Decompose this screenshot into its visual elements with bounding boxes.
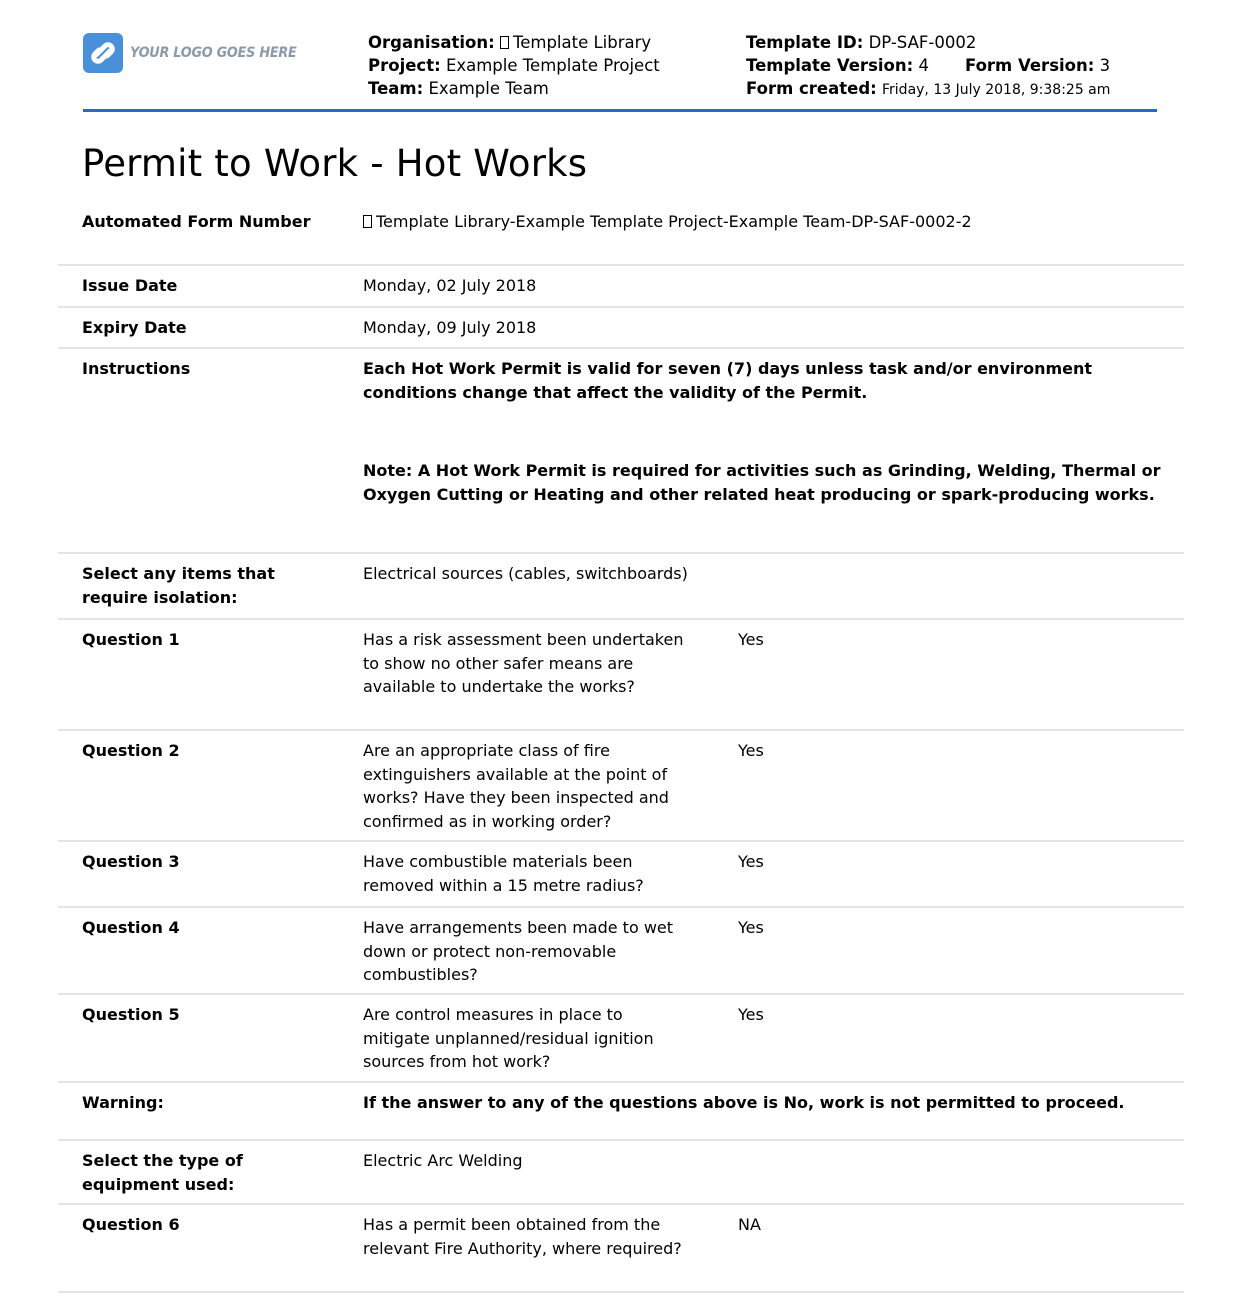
- row-expiry-date: [58, 308, 1184, 349]
- row-question-4: [58, 908, 1184, 995]
- automated-form-number-text: Template Library-Example Template Project-Example Team-DP-SAF-0002-2: [376, 212, 972, 231]
- question-answer: Yes: [738, 1005, 764, 1024]
- expiry-date-value: Monday, 09 July 2018: [363, 318, 537, 337]
- row-issue-date: [58, 266, 1184, 308]
- template-version-label: Template Version:: [746, 56, 914, 75]
- template-id-line: [746, 31, 1110, 54]
- organisation-value: Template Library: [512, 33, 652, 52]
- project-value: Example Template Project: [445, 56, 660, 75]
- question-answer: Yes: [738, 630, 764, 649]
- row-automated-form-number: [58, 204, 1184, 266]
- equipment-value: Electric Arc Welding: [363, 1151, 523, 1170]
- team-value: Example Team: [428, 79, 549, 98]
- isolation-value: Electrical sources (cables, switchboards): [363, 564, 688, 583]
- page-title: Permit to Work - Hot Works: [82, 142, 588, 185]
- question-text: Are control measures in place to mitigate unplanned/residual ignition sources from hot work?: [363, 1005, 654, 1071]
- logo-icon: [83, 33, 123, 73]
- form-fields: [58, 204, 1184, 1293]
- logo: [83, 33, 311, 73]
- form-created-line: [746, 77, 1110, 102]
- equipment-label: Select the type of equipment used:: [82, 1151, 243, 1194]
- version-line: [746, 54, 1110, 77]
- question-text: Has a permit been obtained from the relevant Fire Authority, where required?: [363, 1215, 682, 1258]
- issue-date-value: Monday, 02 July 2018: [363, 276, 537, 295]
- row-question-3: [58, 842, 1184, 908]
- row-instructions: [58, 349, 1184, 554]
- row-question-6: [58, 1205, 1184, 1293]
- question-text: Have combustible materials been removed within a 15 metre radius?: [363, 852, 644, 895]
- team-label: Team:: [368, 79, 424, 98]
- automated-form-number-value: [363, 210, 1163, 234]
- instructions-paragraph-1: Each Hot Work Permit is valid for seven (7) days unless task and/or environment conditions change that affect the validity of the Permit.: [363, 359, 1093, 402]
- missing-glyph-icon: [363, 215, 372, 228]
- row-warning: [58, 1083, 1184, 1141]
- row-question-1: [58, 620, 1184, 731]
- form-created-value: Friday, 13 July 2018, 9:38:25 am: [882, 82, 1111, 98]
- organisation-label: Organisation:: [368, 33, 495, 52]
- question-answer: Yes: [738, 852, 764, 871]
- question-answer: Yes: [738, 918, 764, 937]
- row-question-2: [58, 731, 1184, 842]
- header-divider: [83, 109, 1157, 112]
- row-equipment: [58, 1141, 1184, 1205]
- question-label: Question 1: [82, 630, 180, 649]
- document-header: [83, 30, 1157, 110]
- meta-org-block: [368, 31, 660, 100]
- template-version-value: 4: [918, 56, 929, 75]
- isolation-label: Select any items that require isolation:: [82, 564, 275, 607]
- template-id-value: DP-SAF-0002: [868, 33, 977, 52]
- warning-label: Warning:: [82, 1093, 164, 1112]
- question-text: Are an appropriate class of fire extinguishers available at the point of works? Have they been inspected and confirmed as in working order?: [363, 741, 669, 831]
- warning-value: If the answer to any of the questions above is No, work is not permitted to proceed.: [363, 1093, 1125, 1112]
- instructions-paragraph-2: Note: A Hot Work Permit is required for activities such as Grinding, Welding, Thermal or Oxygen Cutting or Heating and other related heat producing or spark-producing works.: [363, 461, 1161, 504]
- logo-text: YOUR LOGO GOES HERE: [130, 45, 297, 61]
- question-text: Has a risk assessment been undertaken to show no other safer means are available to undertake the works?: [363, 630, 684, 696]
- question-label: Question 2: [82, 741, 180, 760]
- issue-date-label: Issue Date: [82, 276, 178, 295]
- question-label: Question 4: [82, 918, 180, 937]
- question-label: Question 6: [82, 1215, 180, 1234]
- form-version-label: Form Version:: [964, 56, 1095, 75]
- question-label: Question 3: [82, 852, 180, 871]
- question-answer: NA: [738, 1215, 761, 1234]
- automated-form-number-label: Automated Form Number: [82, 212, 311, 231]
- template-id-label: Template ID:: [746, 33, 864, 52]
- form-created-label: Form created:: [746, 79, 877, 98]
- question-answer: Yes: [738, 741, 764, 760]
- project-label: Project:: [368, 56, 441, 75]
- project-line: [368, 54, 660, 77]
- instructions-label: Instructions: [82, 359, 191, 378]
- question-label: Question 5: [82, 1005, 180, 1024]
- organisation-line: [368, 31, 660, 54]
- question-text: Have arrangements been made to wet down or protect non-removable combustibles?: [363, 918, 674, 984]
- form-version-value: 3: [1099, 56, 1111, 75]
- row-question-5: [58, 995, 1184, 1083]
- expiry-date-label: Expiry Date: [82, 318, 187, 337]
- missing-glyph-icon: [500, 36, 509, 49]
- row-isolation: [58, 554, 1184, 620]
- meta-template-block: [746, 31, 1110, 102]
- team-line: [368, 77, 660, 100]
